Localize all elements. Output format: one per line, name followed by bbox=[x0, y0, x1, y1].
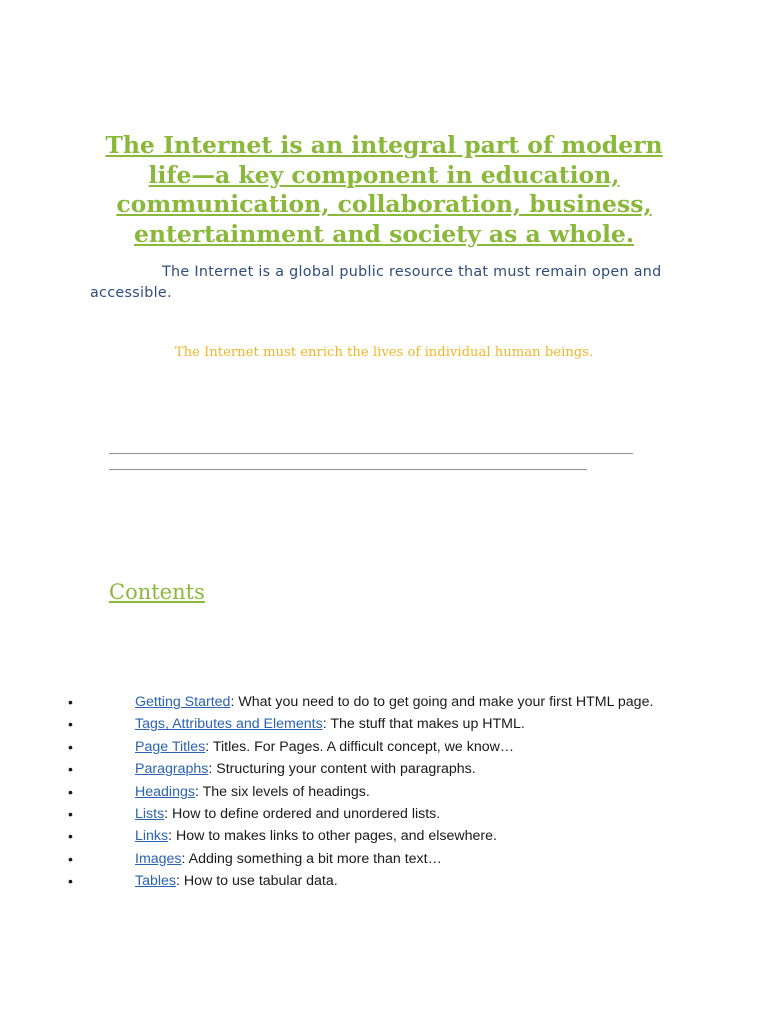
horizontal-rule bbox=[109, 453, 633, 454]
toc-description: : Structuring your content with paragraphs. bbox=[208, 761, 476, 778]
toc-link-paragraphs[interactable]: Paragraphs bbox=[135, 761, 209, 778]
contents-heading: Contents bbox=[109, 580, 205, 604]
toc-link-images[interactable]: Images bbox=[135, 850, 182, 867]
page-title: The Internet is an integral part of modern life—a key component in education, communication, collaboration, business, entertainment and society as a whole. bbox=[105, 131, 663, 248]
horizontal-rule bbox=[109, 469, 587, 470]
bullet-icon: • bbox=[68, 828, 73, 845]
toc-description: : What you need to do to get going and make your first HTML page. bbox=[230, 694, 654, 710]
list-item bbox=[68, 803, 690, 825]
bullet-icon: • bbox=[68, 738, 73, 755]
toc-description: : How to use tabular data. bbox=[176, 873, 338, 890]
toc-description: : The stuff that makes up HTML. bbox=[322, 716, 525, 733]
bullet-icon: • bbox=[68, 694, 73, 710]
bullet-icon: • bbox=[68, 850, 73, 867]
list-item bbox=[68, 758, 690, 780]
list-item bbox=[68, 781, 690, 803]
list-item bbox=[68, 870, 690, 892]
toc-link-headings[interactable]: Headings bbox=[135, 783, 195, 800]
list-item bbox=[68, 848, 690, 870]
toc-description: : How to makes links to other pages, and elsewhere. bbox=[168, 828, 497, 845]
toc-link-getting-started[interactable]: Getting Started bbox=[135, 694, 231, 710]
bullet-icon: • bbox=[68, 716, 73, 733]
toc-link-links[interactable]: Links bbox=[135, 828, 169, 845]
quote: The Internet must enrich the lives of individual human beings. bbox=[174, 345, 594, 360]
list-item bbox=[68, 713, 690, 735]
bullet-icon: • bbox=[68, 783, 73, 800]
toc-link-lists[interactable]: Lists bbox=[135, 806, 165, 823]
bullet-icon: • bbox=[68, 873, 73, 890]
toc-description: : Titles. For Pages. A difficult concept, we know… bbox=[205, 738, 515, 755]
toc-link-tags-attributes-elements[interactable]: Tags, Attributes and Elements bbox=[135, 716, 323, 733]
toc-description: : How to define ordered and unordered lists. bbox=[164, 806, 441, 823]
subtitle: The Internet is a global public resource that must remain open and accessible. bbox=[90, 264, 662, 301]
list-item bbox=[68, 736, 690, 758]
table-of-contents bbox=[68, 691, 690, 893]
bullet-icon: • bbox=[68, 806, 73, 823]
bullet-icon: • bbox=[68, 761, 73, 778]
toc-link-tables[interactable]: Tables bbox=[135, 873, 177, 890]
toc-description: : Adding something a bit more than text… bbox=[181, 850, 442, 867]
list-item bbox=[68, 825, 690, 847]
toc-link-page-titles[interactable]: Page Titles bbox=[135, 738, 206, 755]
toc-description: : The six levels of headings. bbox=[194, 783, 370, 800]
list-item bbox=[68, 691, 690, 713]
